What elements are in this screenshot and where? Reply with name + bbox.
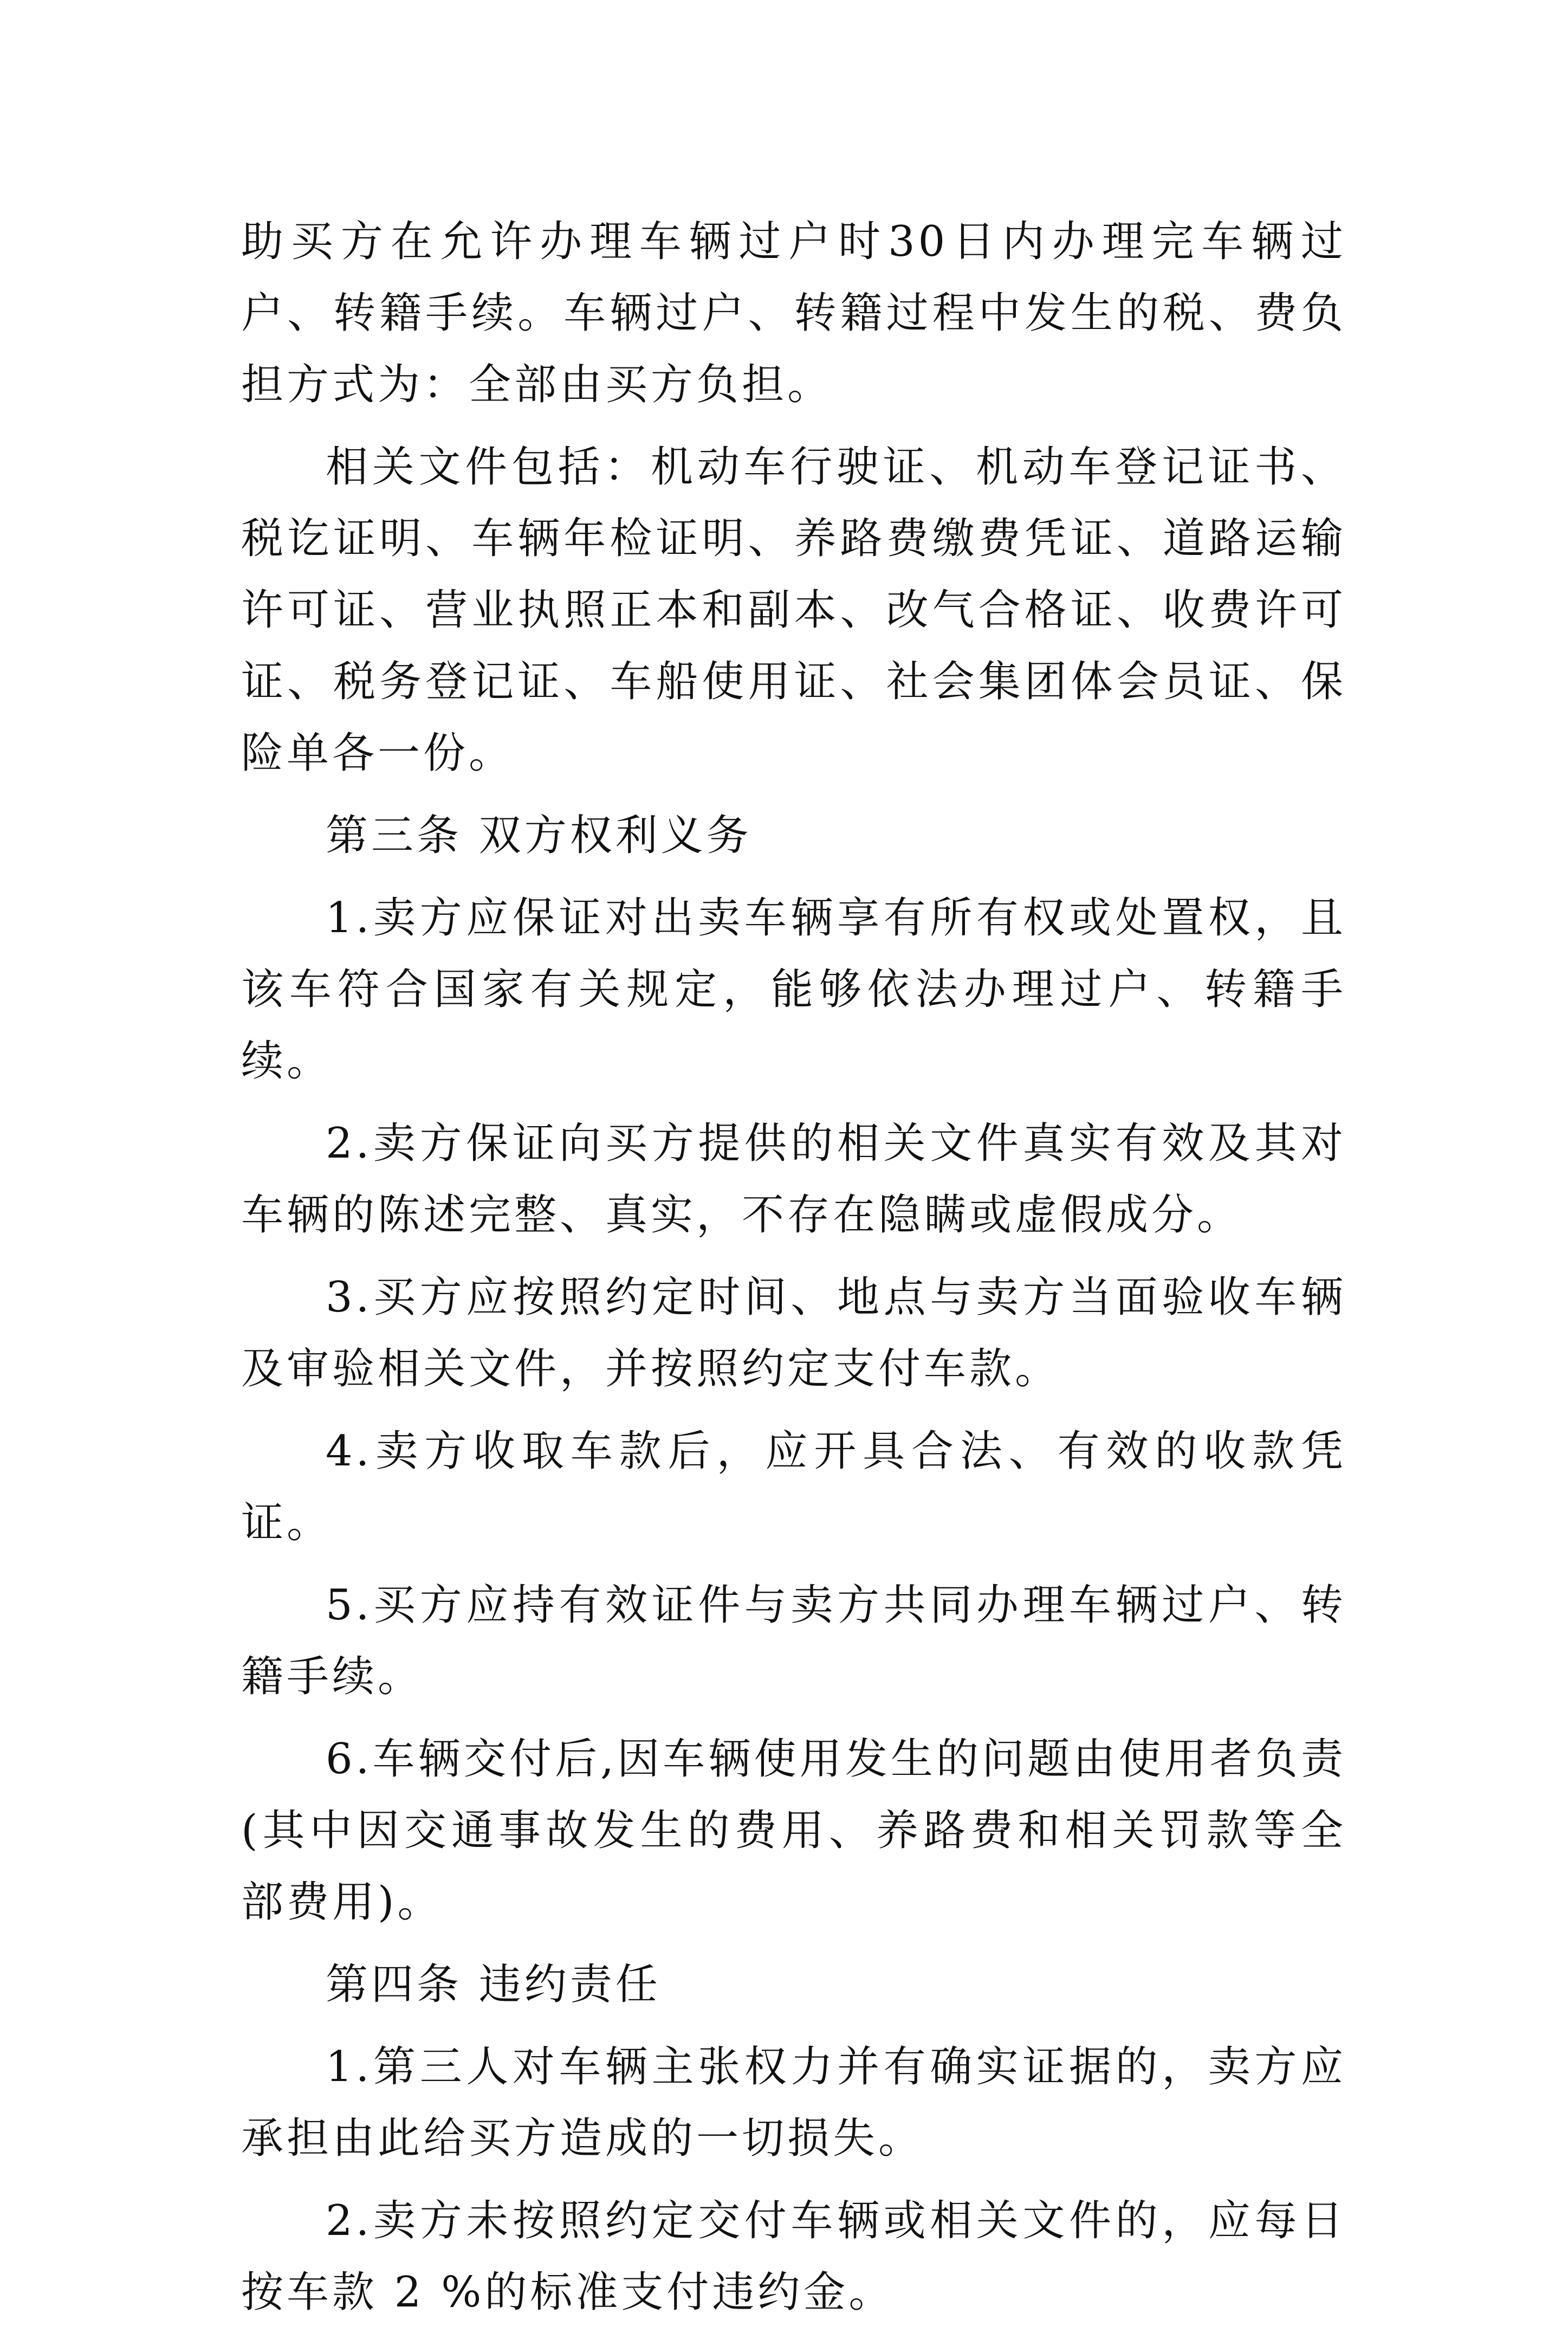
clause-article-3-item-2: 2.卖方保证向买方提供的相关文件真实有效及其对车辆的陈述完整、真实，不存在隐瞒或虚假成分。 <box>241 1119 1346 1239</box>
clause-article-3-item-1: 1.卖方应保证对出卖车辆享有所有权或处置权，且该车符合国家有关规定，能够依法办理过户、转籍手续。 <box>241 894 1346 1085</box>
paragraph-related-documents: 相关文件包括：机动车行驶证、机动车登记证书、税讫证明、车辆年检证明、养路费缴费凭证、道路运输许可证、营业执照正本和副本、改气合格证、收费许可证、税务登记证、车船使用证、社会集团体会员证、保险单各一份。 <box>241 443 1346 778</box>
clause-article-3-item-5: 5.买方应持有效证件与卖方共同办理车辆过户、转籍手续。 <box>241 1581 1346 1701</box>
document-body <box>241 206 1346 2339</box>
section-heading-article-4: 第四条 违约责任 <box>326 1960 661 2009</box>
section-heading-article-3: 第三条 双方权利义务 <box>326 811 752 860</box>
clause-article-3-item-6: 6.车辆交付后,因车辆使用发生的问题由使用者负责(其中因交通事故发生的费用、养路费和相关罚款等全部费用)。 <box>241 1735 1346 1927</box>
clause-article-4-item-2: 2.卖方未按照约定交付车辆或相关文件的，应每日按车款 2 %的标准支付违约金。 <box>241 2196 1346 2317</box>
clause-article-3-item-4: 4.卖方收取车款后，应开具合法、有效的收款凭证。 <box>241 1427 1346 1547</box>
clause-article-3-item-3: 3.买方应按照约定时间、地点与卖方当面验收车辆及审验相关文件，并按照约定支付车款。 <box>241 1273 1346 1393</box>
paragraph-transfer-procedures: 助买方在允许办理车辆过户时30日内办理完车辆过户、转籍手续。车辆过户、转籍过程中发生的税、费负担方式为：全部由买方负担。 <box>241 217 1346 409</box>
clause-article-4-item-1: 1.第三人对车辆主张权力并有确实证据的，卖方应承担由此给买方造成的一切损失。 <box>241 2043 1346 2163</box>
